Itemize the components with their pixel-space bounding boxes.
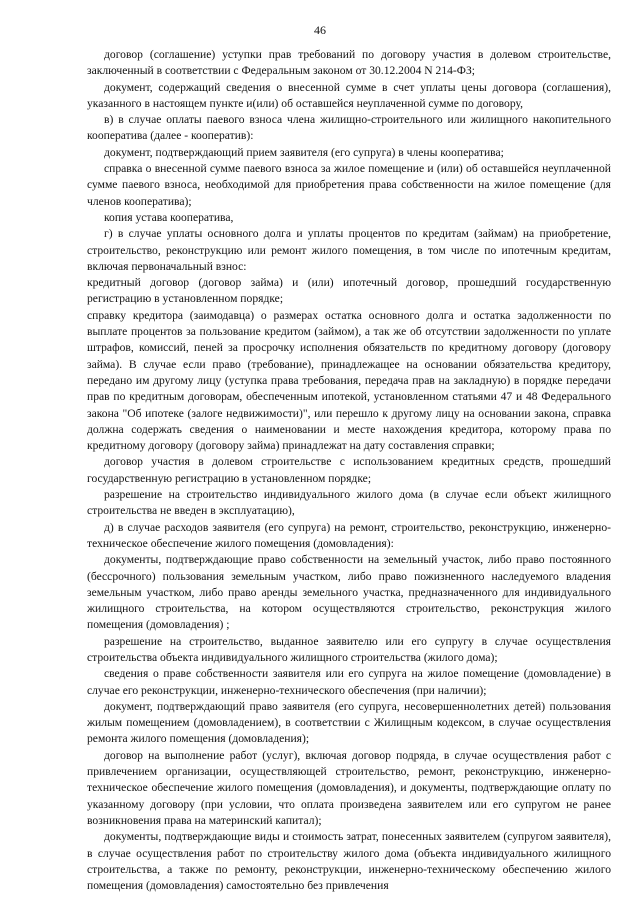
paragraph-land-rights: документы, подтверждающие право собственности на земельный участок, либо право постоянного (бессрочного) пользования земельным участком, либо право пожизненного наследуемого владения земельным участком, либо право аренды земельного участка, предназначенного для индивидуального жилищного строительства, на котором осуществляются строительство, реконструкция жилого помещения (домовладения) ; bbox=[87, 553, 611, 632]
paragraph-repair-expenses: д) в случае расходов заявителя (его супруга) на ремонт, строительство, реконструкцию, инженерно-техническое обеспечение жилого помещения (домовладения): bbox=[87, 520, 611, 550]
paragraph-cooperative-fee: в) в случае оплаты паевого взноса члена жилищно-строительного или жилищного накопительного кооператива (далее - кооператив): bbox=[87, 113, 611, 143]
paragraph-membership-document: документ, подтверждающий прием заявителя (его супруга) в члены кооператива; bbox=[104, 145, 504, 159]
paragraph-payment-document: документ, содержащий сведения о внесенной сумме в счет уплаты цены договора (соглашения), указанного в настоящем пункте и(или) об оставшейся неуплаченной сумме по договору, bbox=[87, 80, 611, 110]
paragraph-fee-certificate: справка о внесенной сумме паевого взноса за жилое помещение и (или) об оставшейся неуплаченной сумме паевого взноса, необходимой для приобретения права собственности на жилое помещение (для членов кооператива); bbox=[87, 162, 611, 208]
paragraph-ownership-info: сведения о праве собственности заявителя или его супруга на жилое помещение (домовладение) в случае его реконструкции, инженерно-технического обеспечения (при наличии); bbox=[87, 667, 611, 697]
paragraph-credit-agreement: кредитный договор (договор займа) и (или) ипотечный договор, прошедший государственную регистрацию в установленном порядке; bbox=[87, 276, 611, 306]
paragraph-cost-documents: документы, подтверждающие виды и стоимость затрат, понесенных заявителем (супругом заявителя), в случае осуществления работ по строительству жилого дома (объекта индивидуального жилищного строительства, а также по ремонту, реконструкции, инженерно-техническому обеспечению жилого помещения (домовладения) самостоятельно без привлечения bbox=[87, 830, 611, 893]
page-number: 46 bbox=[314, 23, 326, 37]
paragraph-usage-right: документ, подтверждающий право заявителя (его супруга, несовершеннолетних детей) пользования жилым помещением (домовладением), в соответствии с Жилищным кодексом, в случае осуществления ремонта жилого помещения (домовладения); bbox=[87, 699, 611, 746]
paragraph-assignment-agreement: договор (соглашение) уступки прав требований по договору участия в долевом строительстве, заключенный в соответствии с Федеральным законом от 30.12.2004 N 214-ФЗ; bbox=[87, 48, 611, 78]
paragraph-cooperative-charter: копия устава кооператива, bbox=[104, 210, 234, 224]
paragraph-issued-permit: разрешение на строительство, выданное заявителю или его супругу в случае осуществления строительства объекта индивидуального жилищного строительства (жилого дома); bbox=[87, 634, 611, 664]
paragraph-loan-repayment: г) в случае уплаты основного долга и уплаты процентов по кредитам (займам) на приобретение, строительство, реконструкцию или ремонт жилого помещения, в том числе по ипотечным кредитам, включая первоначальный взнос: bbox=[87, 227, 611, 273]
paragraph-creditor-certificate: справку кредитора (заимодавца) о размерах остатка основного долга и остатка задолженности по выплате процентов за пользование кредитом (займом), а так же об отсутствии задолженности по уплате штрафов, комиссий, пеней за просрочку исполнения обязательств по кредитному договору (договору займа). В случае если право (требование), принадлежащее на основании обязательства кредитору, передано им другому лицу (уступка права требования, передача прав на закладную) в порядке передачи прав по кредитным договорам, обеспеченным ипотекой, установленном статьями 47 и 48 Федерального закона "Об ипотеке (залоге недвижимости)", или перешло к другому лицу на основании закона, справка должна содержать сведения о наименовании и месте нахождения кредитора, которому права по кредитному договору (договору займа) принадлежат на дату составления справки; bbox=[87, 308, 611, 453]
paragraph-construction-permit: разрешение на строительство индивидуального жилого дома (в случае если объект жилищного строительства не введен в эксплуатацию), bbox=[87, 488, 611, 518]
document-body bbox=[87, 47, 611, 894]
paragraph-works-contract: договор на выполнение работ (услуг), включая договор подряда, в случае осуществления работ с привлечением организации, осуществляющей строительство, ремонт, реконструкцию, инженерно-техническое обеспечение жилого помещения (домовладения), и документы, подтверждающие оплату по указанному договору (при условии, что оплата произведена заявителем или его супругом не ранее возникновения права на материнский капитал); bbox=[87, 748, 611, 827]
paragraph-shared-construction: договор участия в долевом строительстве с использованием кредитных средств, прошедший государственную регистрацию в установленном порядке; bbox=[87, 455, 611, 485]
